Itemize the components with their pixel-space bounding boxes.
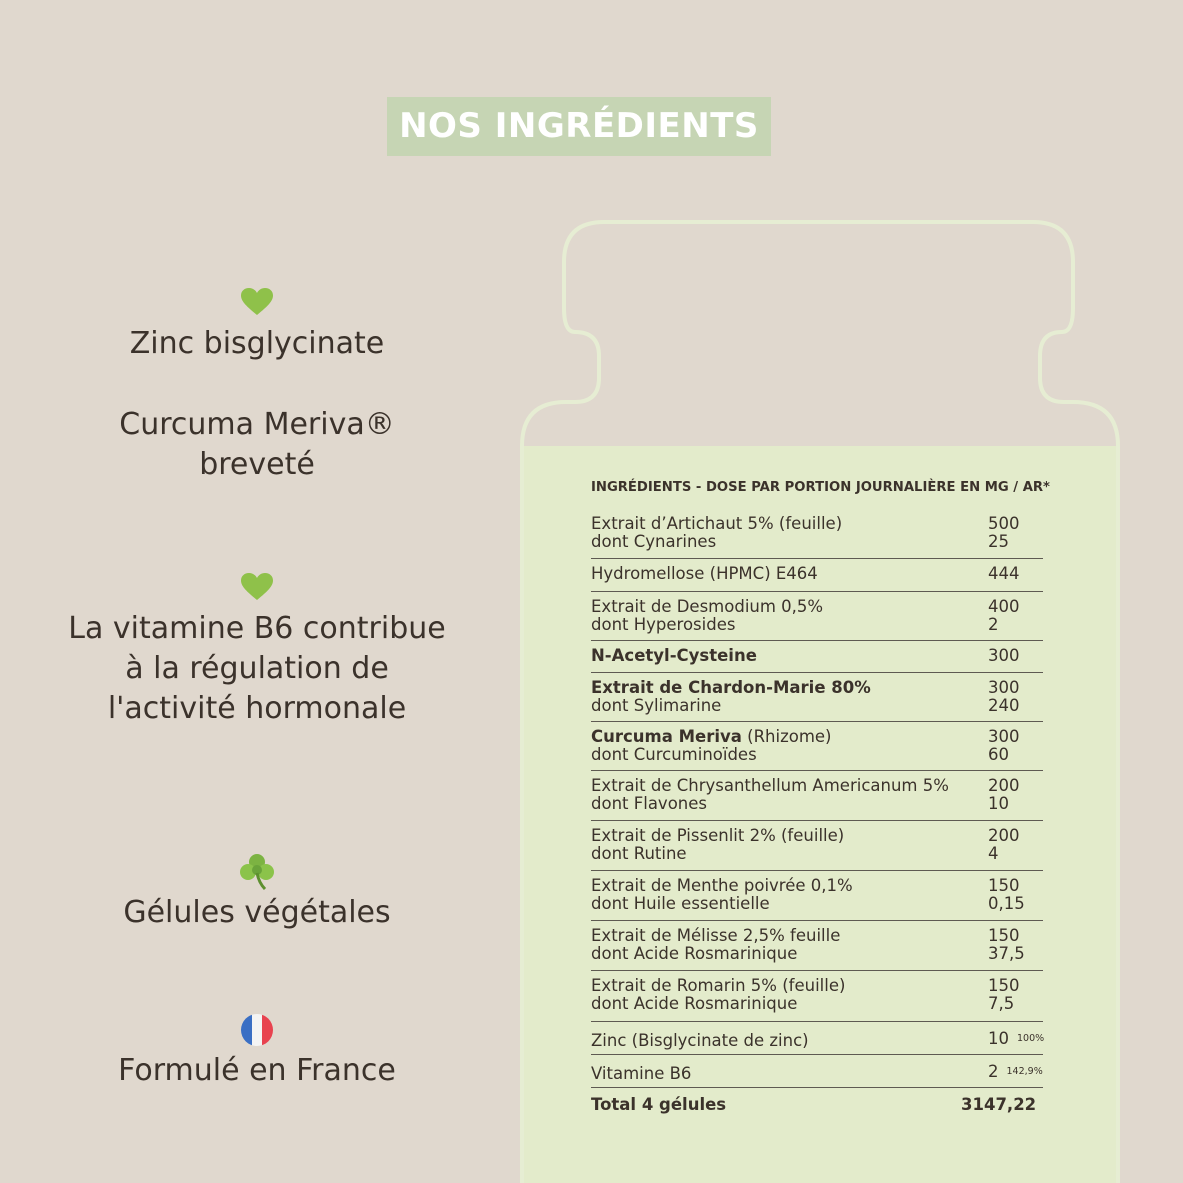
table-row: Extrait de Menthe poivrée 0,1% 150 dont Huile essentielle 0,15: [591, 871, 1043, 921]
table-row: Extrait d’Artichaut 5% (feuille) 500 dont Cynarines 25: [591, 510, 1043, 559]
table-total-row: Total 4 gélules 3147,22: [591, 1095, 1037, 1114]
table-row: Extrait de Desmodium 0,5% 400 dont Hyperosides 2: [591, 592, 1043, 641]
table-row: Zinc (Bisglycinate de zinc) 10 100%: [591, 1022, 1043, 1055]
table-row: Vitamine B6 2 142,9%: [591, 1055, 1043, 1088]
table-row: Curcuma Meriva (Rhizome) 300 dont Curcuminoïdes 60: [591, 722, 1043, 771]
clover-icon: [239, 853, 275, 891]
table-row: Extrait de Pissenlit 2% (feuille) 200 dont Rutine 4: [591, 821, 1043, 871]
ar-percentage: 142,9%: [1006, 1066, 1043, 1077]
ingredients-table: [591, 510, 1043, 1120]
table-row: Extrait de Chrysanthellum Americanum 5% 200 dont Flavones 10: [591, 771, 1043, 821]
table-row: N-Acetyl-Cysteine 300: [591, 641, 1043, 673]
feature-curcuma: Curcuma Meriva® breveté: [119, 407, 395, 482]
ar-percentage: 100%: [1017, 1033, 1045, 1044]
table-row: Extrait de Mélisse 2,5% feuille 150 dont Acide Rosmarinique 37,5: [591, 921, 1043, 971]
feature-vitamin-b6: La vitamine B6 contribue à la régulation de l'activité hormonale: [68, 611, 446, 726]
heart-icon: [241, 288, 273, 316]
table-header: INGRÉDIENTS - DOSE PAR PORTION JOURNALIÈRE EN MG / AR*: [591, 480, 1050, 495]
feature-zinc: Zinc bisglycinate: [129, 326, 385, 361]
table-row: Hydromellose (HPMC) E464 444: [591, 559, 1043, 592]
page-title: NOS INGRÉDIENTS: [387, 97, 771, 156]
feature-vegetal-capsules: Gélules végétales: [123, 895, 391, 930]
heart-icon: [241, 573, 273, 601]
table-row: Extrait de Chardon-Marie 80% 300 dont Sylimarine 240: [591, 673, 1043, 722]
feature-made-in-france: Formulé en France: [118, 1053, 396, 1088]
table-row: Extrait de Romarin 5% (feuille) 150 dont Acide Rosmarinique 7,5: [591, 971, 1043, 1022]
france-flag-icon: [240, 1013, 274, 1047]
